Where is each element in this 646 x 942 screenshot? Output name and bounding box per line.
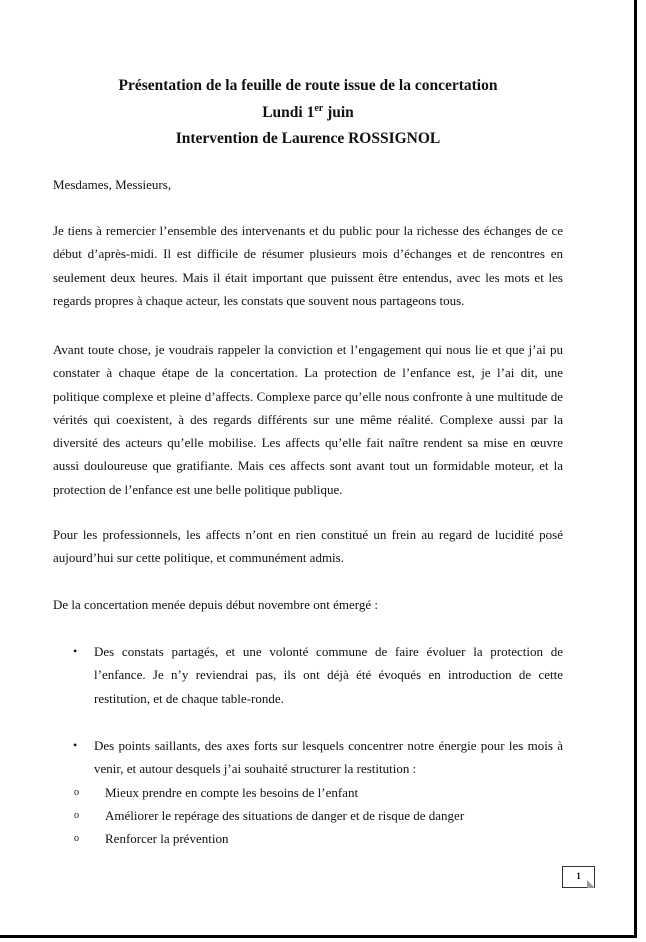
title-line-3: Intervention de Laurence ROSSIGNOL — [175, 130, 441, 147]
page-number: 1 — [576, 871, 581, 881]
paragraph-2: Avant toute chose, je voudrais rappeler la conviction et l’engagement qui nous lie et que j’ai pu constater à chaque étape de la concertation. La protection de l’enfance est, je l’ai dit, une politique complexe et pleine d’affects. Complexe parce qu’elle nous confronte à une multitude de vérités qui coexistent, à des regards différents sur une même réalité. Complexe aussi par la diversité des acteurs qu’elle mobilise. Les affects qu’elle fait naître rendent sa mise en œuvre aussi douloureuse que gratifiante. Mais ces affects sont avant tout un formidable moteur, et la protection de l’enfance est une belle politique publique. — [53, 342, 563, 497]
paragraph-4: De la concertation menée depuis début novembre ont émergé : — [53, 597, 378, 612]
title-date-month: juin — [323, 103, 354, 121]
title-date: Lundi 1 — [262, 103, 315, 121]
bullet-list-1 — [53, 640, 563, 710]
paragraph-1: Je tiens à remercier l’ensemble des intervenants et du public pour la richesse des échanges de ce début d’après-midi. Il est difficile de résumer plusieurs mois d’échanges et de rencontres en seulement deux heures. Mais il était important que puissent être entendus, avec les mots et les regards propres à chaque acteur, les constats que souvent nous partageons tous. — [53, 223, 563, 308]
page-fold-icon — [587, 880, 595, 888]
sub-bullet-text: Mieux prendre en compte les besoins de l’enfant — [105, 784, 359, 800]
bullet-text: Des constats partagés, et une volonté commune de faire évoluer la protection de l’enfance. Je n’y reviendrai pas, ils ont déjà été évoqués en introduction de cette restitution, et de chaque table-ronde. — [94, 644, 563, 706]
title-date-superscript: er — [314, 102, 324, 114]
paragraph-3: Pour les professionnels, les affects n’ont en rien constitué un frein au regard de lucidité posé aujourd’hui sur cette politique, et communément admis. — [53, 527, 563, 566]
bullet-icon: • — [73, 738, 78, 752]
sub-list-container — [53, 781, 563, 851]
salutation: Mesdames, Messieurs, — [53, 177, 172, 192]
list-item — [53, 640, 563, 710]
circle-bullet-icon: o — [74, 809, 79, 821]
sub-bullet-text: Renforcer la prévention — [105, 831, 229, 847]
bullet-text: Des points saillants, des axes forts sur lesquels concentrer notre énergie pour les mois à venir, et autour desquels j’ai souhaité structurer la restitution : — [94, 738, 563, 777]
page-number-box — [562, 866, 595, 888]
sub-list-item — [53, 804, 563, 827]
bullet-icon: • — [73, 644, 78, 658]
sub-list-item — [53, 781, 563, 804]
list-item — [53, 734, 563, 781]
title-line-2 — [0, 100, 616, 127]
circle-bullet-icon: o — [74, 786, 79, 798]
circle-bullet-icon: o — [74, 833, 79, 845]
bullet-list-2 — [53, 734, 563, 850]
sub-bullet-text: Améliorer le repérage des situations de danger et de risque de danger — [105, 807, 465, 823]
sub-list-item — [53, 827, 563, 850]
document-title-block — [0, 73, 616, 153]
title-line-1: Présentation de la feuille de route issue de la concertation — [118, 77, 498, 94]
sub-bullet-list — [53, 781, 563, 851]
